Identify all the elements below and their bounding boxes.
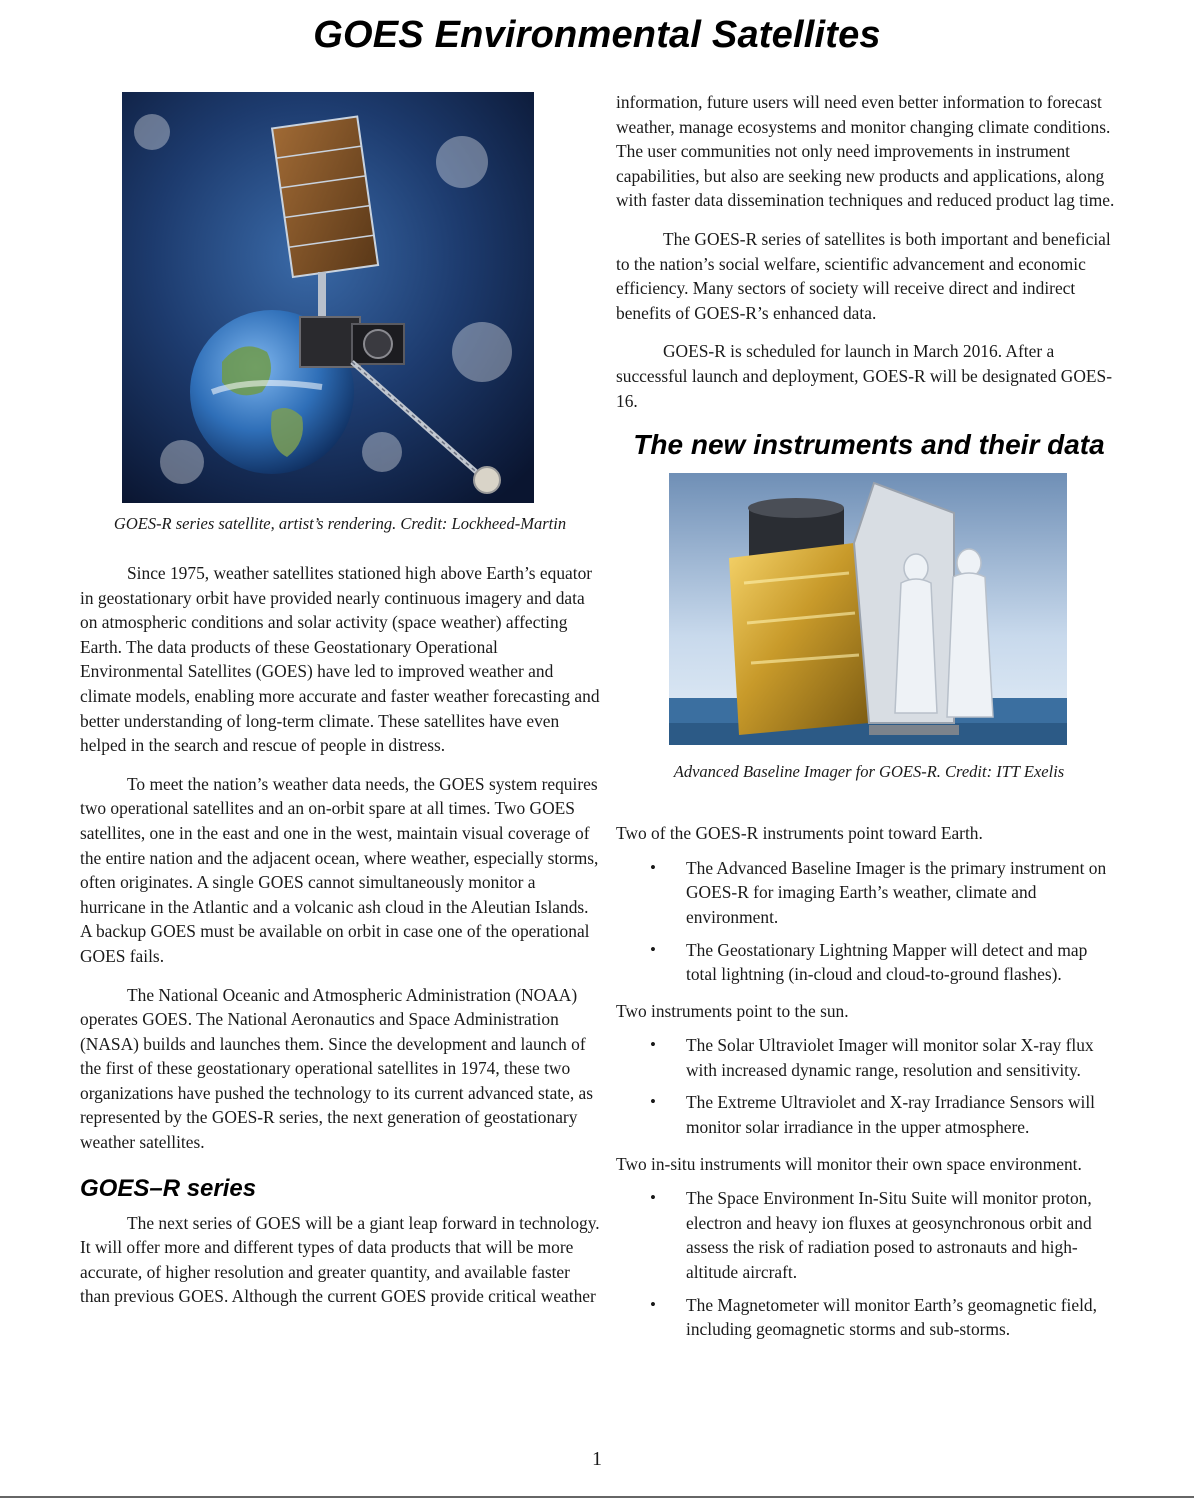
list-item bbox=[616, 938, 1122, 987]
body-paragraph: To meet the nation’s weather data needs, the GOES system requires two operational satellites and an on-orbit spare at all times. Two GOES satellites, one in the east and one in the west, maintain visual coverage of the entire nation and the adjacent ocean, where weather, especially storms, often originates. A single GOES cannot simultaneously monitor a hurricane in the Atlantic and a volcanic ash cloud in the Aleutian Islands. A backup GOES must be available on orbit in case one of the operational GOES fails. bbox=[80, 773, 599, 966]
list-item-text: The Magnetometer will monitor Earth’s geomagnetic field, including geomagnetic storms and sub-storms. bbox=[686, 1294, 1097, 1340]
instrument-photo bbox=[669, 473, 1067, 745]
body-paragraph: information, future users will need even better information to forecast weather, manage ecosystems and monitor changing climate conditions. The user communities not only need improvements in instrument capabilities, but also are seeking new products and applications, along with faster data dissemination techniques and reduced product lag time. bbox=[616, 92, 1115, 211]
bullet-icon: • bbox=[650, 939, 656, 959]
body-paragraph: The next series of GOES will be a giant leap forward in technology. It will offer more and different types of data products that will be more accurate, of higher resolution and greater quantity, and available faster than previous GOES. Although the current GOES provide critical weather bbox=[80, 1212, 600, 1307]
page-number: 1 bbox=[592, 1448, 602, 1470]
list-item bbox=[616, 856, 1122, 930]
list-item bbox=[616, 1090, 1122, 1139]
bottom-divider bbox=[0, 1496, 1194, 1498]
bullet-list bbox=[616, 1186, 1122, 1342]
group-intro: Two in-situ instruments will monitor their own space environment. bbox=[616, 1153, 1082, 1174]
body-paragraph: The National Oceanic and Atmospheric Administration (NOAA) operates GOES. The National Aeronautics and Space Administration (NASA) builds and launches them. Since the development and launch of the first of these geostationary operational satellites in 1974, these two organizations have pushed the technology to its current advanced state, as represented by the GOES-R series, the next generation of geostationary weather satellites. bbox=[80, 984, 594, 1153]
page-title: GOES Environmental Satellites bbox=[313, 14, 881, 56]
right-column bbox=[616, 90, 1122, 1354]
list-item-text: The Extreme Ultraviolet and X-ray Irradiance Sensors will monitor solar irradiance in the upper atmosphere. bbox=[686, 1092, 1096, 1138]
group-intro: Two instruments point to the sun. bbox=[616, 1000, 849, 1021]
figure-caption: GOES-R series satellite, artist’s rendering. Credit: Lockheed-Martin bbox=[113, 514, 567, 533]
body-paragraph: GOES-R is scheduled for launch in March 2016. After a successful launch and deployment, GOES-R will be designated GOES-16. bbox=[616, 341, 1113, 411]
section-heading: The new instruments and their data bbox=[633, 429, 1105, 461]
group-intro: Two of the GOES-R instruments point toward Earth. bbox=[616, 823, 983, 844]
figure-caption: Advanced Baseline Imager for GOES-R. Credit: ITT Exelis bbox=[673, 762, 1065, 782]
bullet-list bbox=[616, 856, 1122, 987]
bullet-icon: • bbox=[650, 1092, 656, 1112]
section-heading: GOES–R series bbox=[80, 1174, 257, 1202]
bullet-icon: • bbox=[650, 857, 656, 877]
list-item-text: The Geostationary Lightning Mapper will detect and map total lightning (in-cloud and cloud-to-ground flashes). bbox=[686, 939, 1088, 985]
list-item-text: The Space Environment In-Situ Suite will monitor proton, electron and heavy ion fluxes at geosynchronous orbit and assess the risk of radiation posed to astronauts and high-altitude aircraft. bbox=[686, 1188, 1092, 1283]
list-item bbox=[616, 1033, 1122, 1082]
list-item bbox=[616, 1186, 1122, 1284]
bullet-list bbox=[616, 1033, 1122, 1139]
body-paragraph: Since 1975, weather satellites stationed high above Earth’s equator in geostationary orbit have provided nearly continuous imagery and data on atmospheric conditions and solar activity (space weather) affecting Earth. The data products of these Geostationary Operational Environmental Satellites (GOES) have led to improved weather and climate models, enabling more accurate and faster weather forecasting and better understanding of long-term climate. These satellites have even helped in the search and rescue of people in distress. bbox=[80, 563, 600, 756]
instrument-image bbox=[669, 473, 1067, 745]
list-item-text: The Advanced Baseline Imager is the primary instrument on GOES-R for imaging Earth’s weather, climate and environment. bbox=[686, 857, 1107, 927]
left-column bbox=[80, 92, 600, 1323]
list-item bbox=[616, 1293, 1122, 1342]
bullet-icon: • bbox=[650, 1294, 656, 1314]
bullet-icon: • bbox=[650, 1035, 656, 1055]
bullet-icon: • bbox=[650, 1188, 656, 1208]
satellite-illustration bbox=[122, 92, 534, 503]
list-item-text: The Solar Ultraviolet Imager will monitor solar X-ray flux with increased dynamic range, resolution and sensitivity. bbox=[686, 1035, 1094, 1080]
body-paragraph: The GOES-R series of satellites is both important and beneficial to the nation’s social welfare, scientific advancement and economic efficiency. Many sectors of society will receive direct and indirect benefits of GOES-R’s enhanced data. bbox=[616, 228, 1111, 323]
satellite-image bbox=[122, 92, 534, 503]
